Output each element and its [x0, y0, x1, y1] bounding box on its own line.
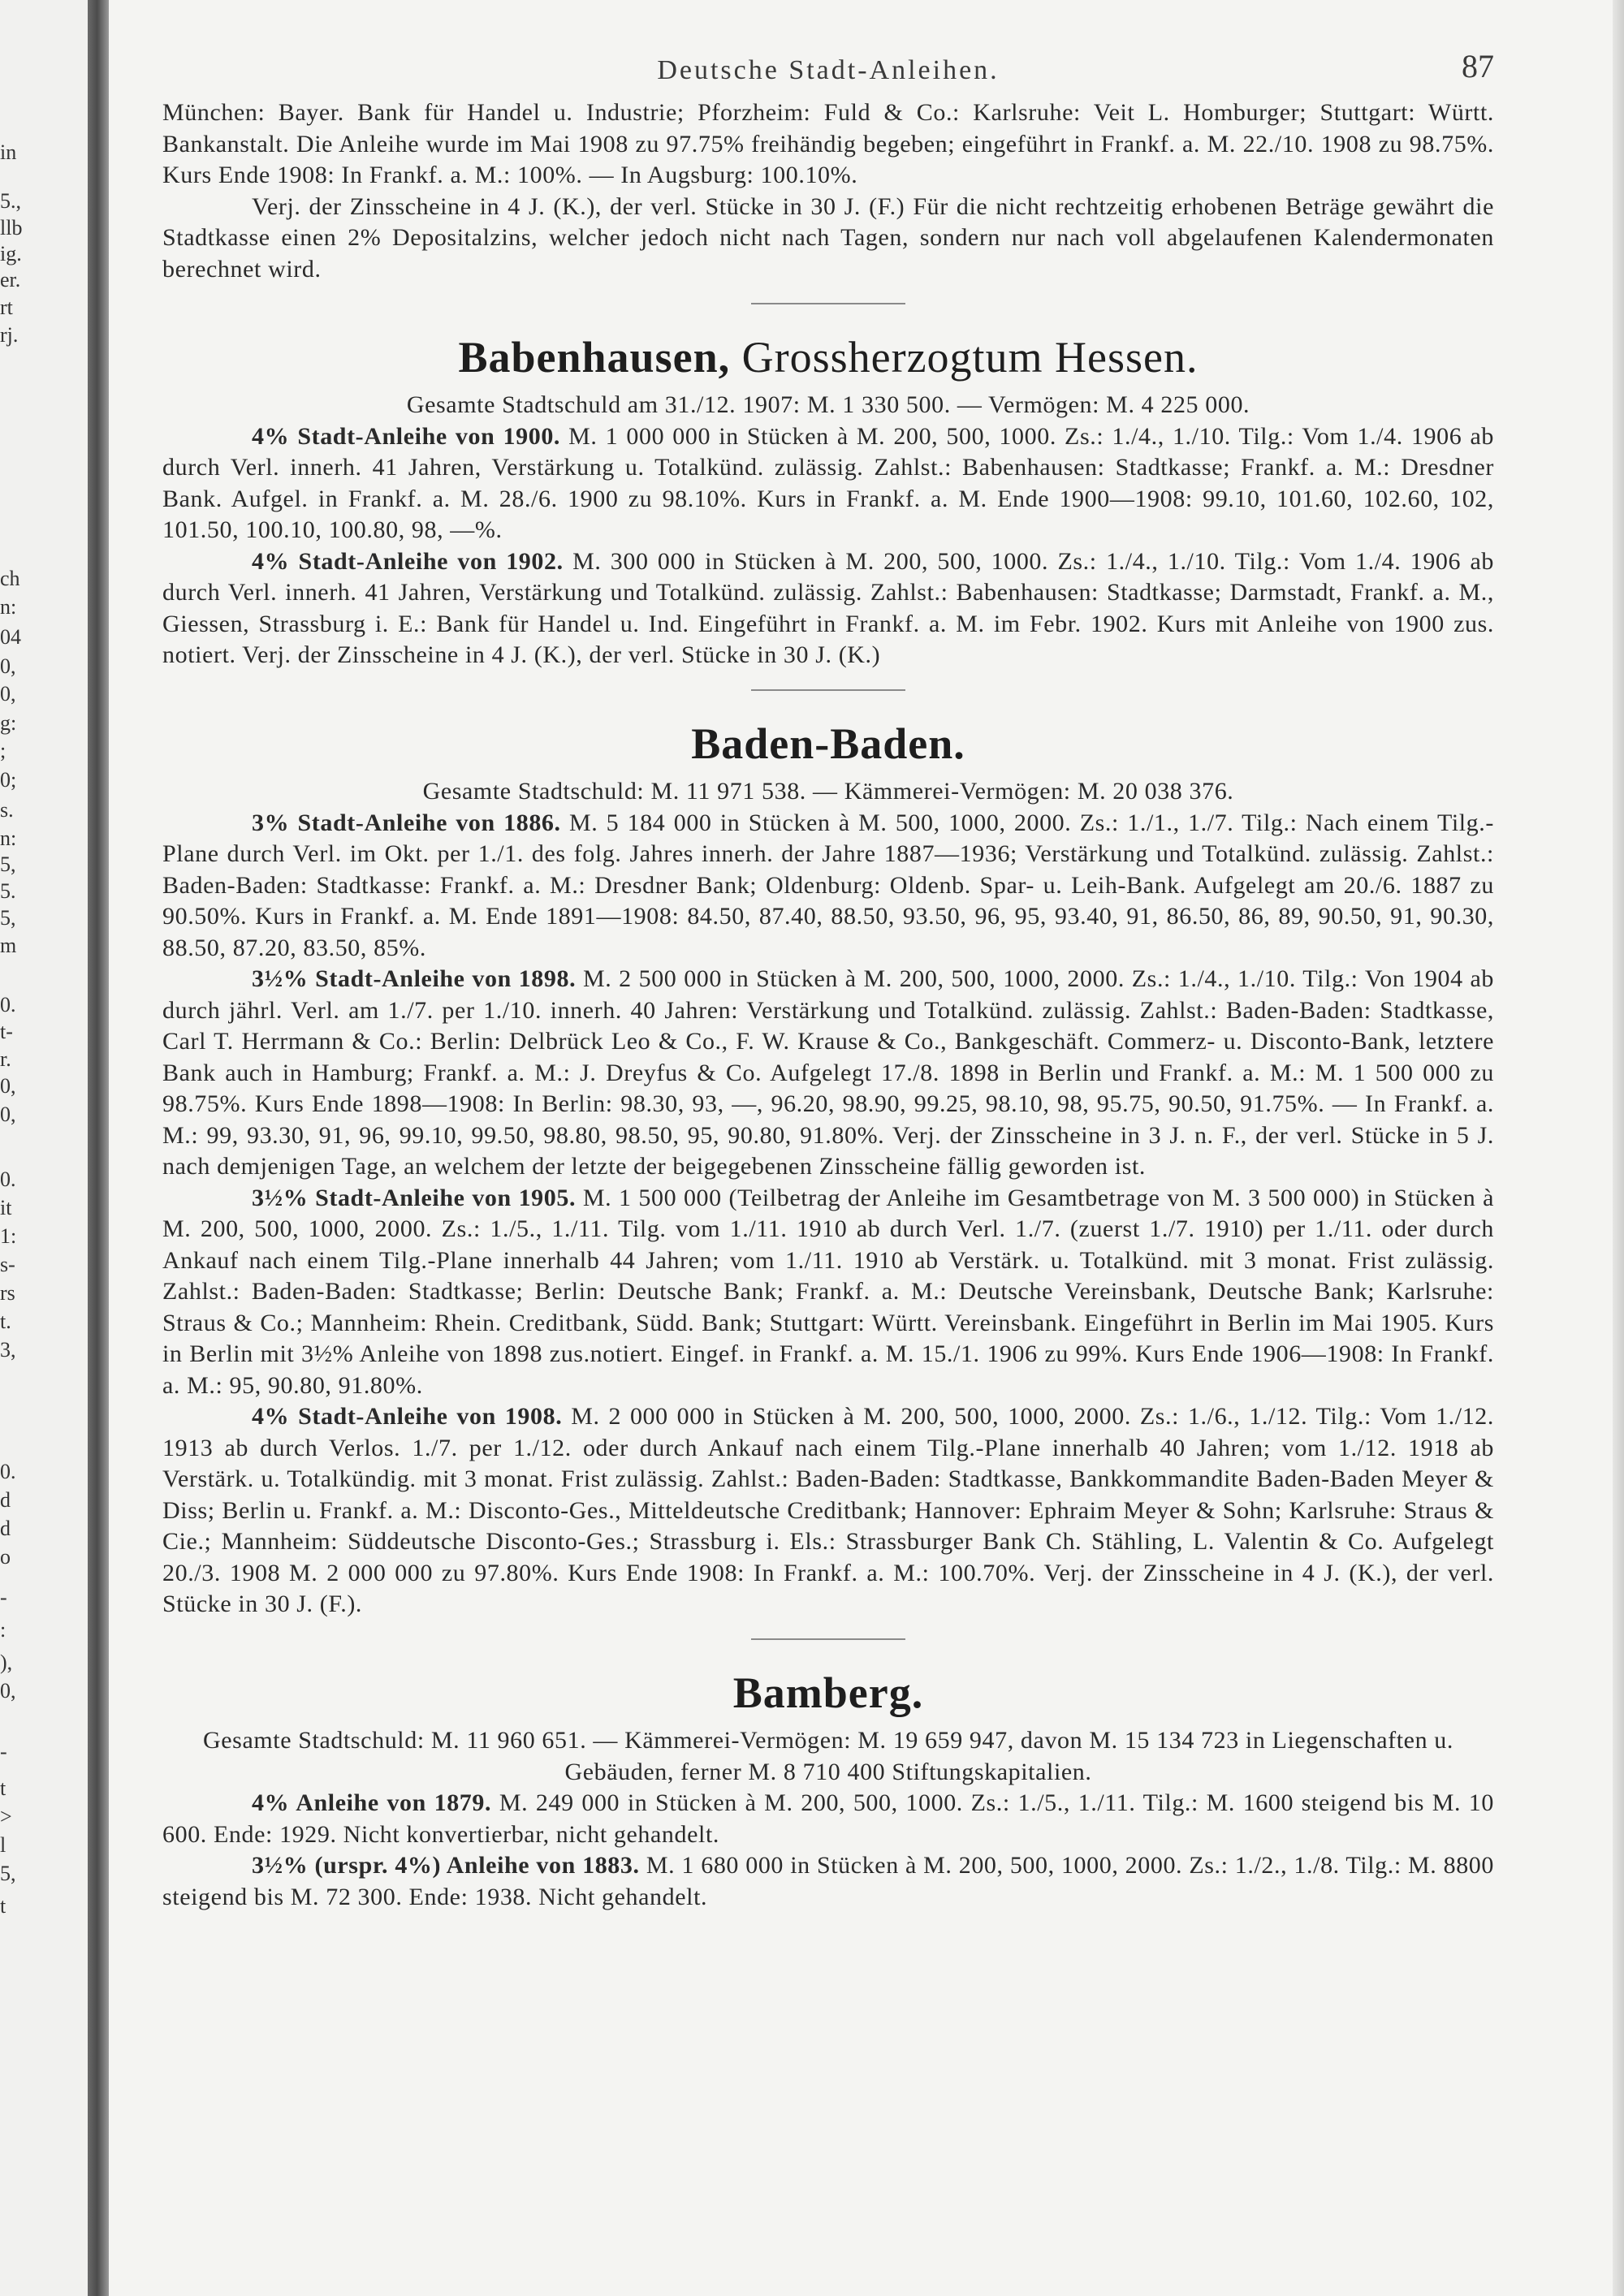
- margin-fragment: t: [0, 1776, 6, 1800]
- loan-text: M. 300 000 in Stücken à M. 200, 500, 1000. Zs.: 1./4., 1./10. Tilg.: Vom 1./4. 1906 ab durch Verl. innerh. 41 Jahren, Verstärkung und Totalkünd. zulässig. Zahlst.: Babenhausen: Stadtkasse; Darmstadt, Frankf. a. M., Giessen, Strassburg i. E.: Bank für Handel u. Ind. Eingeführt in Frankf. a. M. im Febr. 1902. Kurs mit Anleihe von 1900 zus. notiert. Verj. der Zinsscheine in 4 J. (K.), der verl. Stücke in 30 J. (K.): [162, 547, 1494, 669]
- loan-title: 4% Stadt-Anleihe von 1900.: [252, 422, 561, 450]
- running-title: Deutsche Stadt-Anleihen.: [657, 55, 1000, 85]
- margin-fragment: 3,: [0, 1338, 16, 1362]
- margin-fragment: llb: [0, 216, 23, 240]
- page-number: 87: [1462, 48, 1494, 84]
- loan-entry: [162, 421, 1494, 546]
- margin-fragment: 0.: [0, 993, 16, 1016]
- margin-fragment: 0,: [0, 1074, 16, 1098]
- place-heading: [162, 1669, 1494, 1717]
- margin-fragment: l: [0, 1833, 6, 1857]
- margin-fragment: 5,: [0, 1862, 16, 1885]
- document-page: [162, 41, 1494, 1913]
- margin-fragment: ch: [0, 567, 20, 590]
- margin-fragment: d: [0, 1517, 11, 1540]
- margin-fragment: ig.: [0, 242, 22, 265]
- loan-text: M. 1 000 000 in Stücken à M. 200, 500, 1000. Zs.: 1./4., 1./10. Tilg.: Vom 1./4. 1906 ab durch Verl. innerh. 41 Jahren, Verstärkung u. Totalkünd. zulässig. Zahlst.: Babenhausen: Stadtkasse; Frankf. a. M.: Dresdner Bank. Aufgel. in Frankf. a. M. 28./6. 1900 zu 98.10%. Kurs in Frankf. a. M. Ende 1900—1908: 99.10, 101.60, 102.60, 102, 101.50, 100.10, 100.80, 98, —%.: [162, 422, 1494, 544]
- margin-fragment: s.: [0, 798, 14, 822]
- loan-title: 3% Stadt-Anleihe von 1886.: [252, 809, 561, 836]
- margin-fragment: rt: [0, 296, 13, 319]
- margin-fragment: 5,: [0, 852, 16, 876]
- margin-fragment: t.: [0, 1310, 11, 1333]
- margin-fragment: 5,: [0, 906, 16, 930]
- margin-fragment: -: [0, 1740, 7, 1763]
- place-heading: [162, 720, 1494, 768]
- debt-summary: Gesamte Stadtschuld: M. 11 960 651. — Kämmerei-Vermögen: M. 19 659 947, davon M. 15 134 723 in Liegenschaften u. Gebäuden, ferner M. 8 710 400 Stiftungskapitalien.: [202, 1727, 1453, 1785]
- loan-title: 4% Anleihe von 1879.: [252, 1789, 492, 1817]
- margin-fragment: g:: [0, 711, 17, 735]
- section-divider: [751, 1638, 905, 1640]
- margin-fragment: t-: [0, 1020, 13, 1043]
- margin-fragment: 0.: [0, 1167, 16, 1191]
- margin-fragment: 5.,: [0, 189, 21, 213]
- margin-fragment: 04: [0, 625, 21, 649]
- section-divider: [751, 689, 905, 691]
- margin-fragment: o: [0, 1545, 11, 1569]
- running-head: [162, 41, 1494, 97]
- loan-text: M. 1 500 000 (Teilbetrag der Anleihe im Gesamtbetrage von M. 3 500 000) in Stücken à M. 200, 500, 1000, 2000. Zs.: 1./5., 1./11. Tilg. vom 1./11. 1910 ab durch Verl. 1./7. (zuerst 1./7. 1910) per 1./11. oder durch Ankauf nach einem Tilg.-Plane innerhalb 44 Jahren; vom 1./11. 1910 ab Verstärk. u. Totalkünd. mit 3 monat. Frist zulässig. Zahlst.: Baden-Baden: Stadtkasse; Berlin: Deutsche Bank; Frankf. a. M.: Deutsche Vereinsbank, Deutsche Bank; Karlsruhe: Straus & Co.; Mannheim: Rhein. Creditbank, Südd. Bank; Stuttgart: Württ. Vereinsbank. Eingeführt in Berlin im Mai 1905. Kurs in Berlin mit 3½% Anleihe von 1898 zus.notiert. Eingef. in Frankf. a. M. 15./1. 1906 zu 99%. Kurs Ende 1906—1908: In Frankf. a. M.: 95, 90.80, 91.80%.: [162, 1184, 1494, 1399]
- margin-fragment: 0,: [0, 654, 16, 678]
- margin-fragment: 0,: [0, 1679, 16, 1703]
- loan-text: M. 5 184 000 in Stücken à M. 500, 1000, 2000. Zs.: 1./1., 1./7. Tilg.: Nach einem Tilg.-Plane durch Verl. im Okt. per 1./1. des folg. Jahres innerh. der Jahre 1887—1936; Verstärkung und Totalkünd. zulässig. Zahlst.: Baden-Baden: Stadtkasse: Frankf. a. M.: Dresdner Bank; Oldenburg: Oldenb. Spar- u. Leih-Bank. Aufgelegt am 20./6. 1887 zu 90.50%. Kurs in Frankf. a. M. Ende 1891—1908: 84.50, 87.40, 88.50, 93.50, 96, 95, 93.40, 91, 86.50, 86, 89, 90.50, 91, 90.30, 88.50, 87.20, 83.50, 85%.: [162, 809, 1494, 961]
- margin-fragment: it: [0, 1196, 12, 1219]
- loan-text: M. 249 000 in Stücken à M. 200, 500, 1000. Zs.: 1./5., 1./11. Tilg.: M. 1600 steigend bis M. 10 600. Ende: 1929. Nicht konvertierbar, nicht gehandelt.: [162, 1789, 1494, 1848]
- margin-fragment: t: [0, 1894, 6, 1918]
- loan-text: M. 2 000 000 in Stücken à M. 200, 500, 1000, 2000. Zs.: 1./6., 1./12. Tilg.: Vom 1./12. 1913 ab durch Verlos. 1./7. per 1./12. oder durch Ankauf nach einem Tilg.-Plane innerhalb 40 Jahren; vom 1./12. 1918 ab Verstärk. u. Totalkündig. mit 3 monat. Frist zulässig. Zahlst.: Baden-Baden: Stadtkasse, Bankkommandite Baden-Baden Meyer & Diss; Berlin u. Frankf. a. M.: Disconto-Ges., Mitteldeutsche Creditbank; Hannover: Ephraim Meyer & Sohn; Karlsruhe: Straus & Cie.; Mannheim: Süddeutsche Disconto-Ges.; Strassburg i. Els.: Strassburger Bank Ch. Stähling, L. Valentin & Co. Aufgelegt 20./3. 1908 M. 2 000 000 zu 97.80%. Kurs Ende 1908: In Frankf. a. M.: 100.70%. Verj. der Zinsscheine in 4 J. (K.), der verl. Stücke in 30 J. (F.).: [162, 1403, 1494, 1618]
- margin-fragment: r.: [0, 1047, 11, 1071]
- loan-title: 3½% Stadt-Anleihe von 1905.: [252, 1184, 577, 1211]
- place-heading: [162, 334, 1494, 382]
- loan-entry: [162, 1788, 1494, 1850]
- loan-text: M. 1 680 000 in Stücken à M. 200, 500, 1000, 2000. Zs.: 1./2., 1./8. Tilg.: M. 8800 steigend bis M. 72 300. Ende: 1938. Nicht gehandelt.: [162, 1852, 1494, 1910]
- page-edge-shadow: [1613, 0, 1624, 2296]
- margin-fragment: m: [0, 934, 17, 957]
- margin-fragment: 0,: [0, 682, 16, 706]
- section-divider: [751, 303, 905, 304]
- loan-entry: [162, 964, 1494, 1183]
- margin-fragment: ;: [0, 739, 6, 762]
- loan-entry: [162, 1850, 1494, 1913]
- loan-entry: [162, 1401, 1494, 1621]
- margin-fragment: :: [0, 1618, 6, 1642]
- debt-summary: Gesamte Stadtschuld: M. 11 971 538. — Kämmerei-Vermögen: M. 20 038 376.: [422, 778, 1234, 805]
- margin-fragment: 0;: [0, 768, 17, 792]
- margin-fragment: 0.: [0, 1460, 16, 1483]
- loan-text: M. 2 500 000 in Stücken à M. 200, 500, 1000, 2000. Zs.: 1./4., 1./10. Tilg.: Von 1904 ab durch jährl. Verl. am 1./7. per 1./10. innerh. 40 Jahren: Verstärkung und Totalkünd. zulässig. Zahlst.: Baden-Baden: Stadtkasse, Carl T. Herrmann & Co.: Berlin: Delbrück Leo & Co., F. W. Krause & Co., Bankgeschäft. Commerz- u. Disconto-Bank, letztere Bank auch in Hamburg; Frankf. a. M.: J. Dreyfus & Co. Aufgelegt 17./8. 1898 in Berlin und Frankf. a. M.: M. 1 500 000 zu 98.75%. Kurs Ende 1898—1908: In Berlin: 98.30, 93, —, 96.20, 98.90, 99.25, 98.10, 98, 95.75, 90.50, 91.75%. — In Frankf. a. M.: 99, 93.30, 91, 96, 99.10, 99.50, 98.80, 98.50, 95, 90.80, 91.80%. Verj. der Zinsscheine in 3 J. n. F., der verl. Stücke in 5 J. nach demjenigen Tage, an welchem der letzte der beigegebenen Zinsscheine fällig geworden ist.: [162, 965, 1494, 1180]
- previous-page-edge: [0, 0, 88, 2296]
- loan-title: 3½% (urspr. 4%) Anleihe von 1883.: [252, 1852, 640, 1880]
- loan-title: 4% Stadt-Anleihe von 1908.: [252, 1403, 563, 1431]
- margin-fragment: ),: [0, 1651, 13, 1674]
- margin-fragment: 5.: [0, 879, 16, 903]
- margin-fragment: 1:: [0, 1224, 17, 1248]
- debt-summary: Gesamte Stadtschuld am 31./12. 1907: M. 1 330 500. — Vermögen: M. 4 225 000.: [406, 391, 1250, 419]
- margin-fragment: 0,: [0, 1103, 16, 1126]
- loan-title: 3½% Stadt-Anleihe von 1898.: [252, 965, 577, 993]
- loan-entry: [162, 1183, 1494, 1402]
- margin-fragment: in: [0, 140, 17, 164]
- intro-paragraph: München: Bayer. Bank für Handel u. Industrie; Pforzheim: Fuld & Co.: Karlsruhe: Veit L. Homburger; Stuttgart: Württ. Bankanstalt. Die Anleihe wurde im Mai 1908 zu 97.75% freihändig begeben; eingeführt in Frankf. a. M. 22./10. 1908 zu 98.75%. Kurs Ende 1908: In Frankf. a. M.: 100%. — In Augsburg: 100.10%.: [162, 99, 1494, 188]
- book-gutter: [88, 0, 109, 2296]
- margin-fragment: d: [0, 1488, 11, 1512]
- place-region: Grossherzogtum Hessen.: [741, 333, 1199, 382]
- margin-fragment: rj.: [0, 323, 19, 347]
- margin-fragment: rs: [0, 1281, 15, 1305]
- margin-fragment: n:: [0, 595, 17, 619]
- margin-fragment: n:: [0, 826, 17, 850]
- margin-fragment: er.: [0, 268, 21, 291]
- margin-fragment: s-: [0, 1253, 15, 1276]
- margin-fragment: -: [0, 1586, 7, 1609]
- loan-entry: [162, 808, 1494, 965]
- intro-paragraph: Verj. der Zinsscheine in 4 J. (K.), der verl. Stücke in 30 J. (F.) Für die nicht rechtzeitig erhobenen Beträge gewährt die Stadtkasse einen 2% Depositalzins, welcher jedoch nicht nach Tagen, sondern nur nach voll abgelaufenen Kalendermonaten berechnet wird.: [162, 192, 1494, 283]
- place-name: Babenhausen,: [458, 333, 731, 382]
- loan-title: 4% Stadt-Anleihe von 1902.: [252, 547, 564, 575]
- margin-fragment: >: [0, 1805, 12, 1828]
- place-name: Baden-Baden.: [691, 719, 965, 768]
- loan-entry: [162, 546, 1494, 671]
- place-name: Bamberg.: [732, 1668, 924, 1717]
